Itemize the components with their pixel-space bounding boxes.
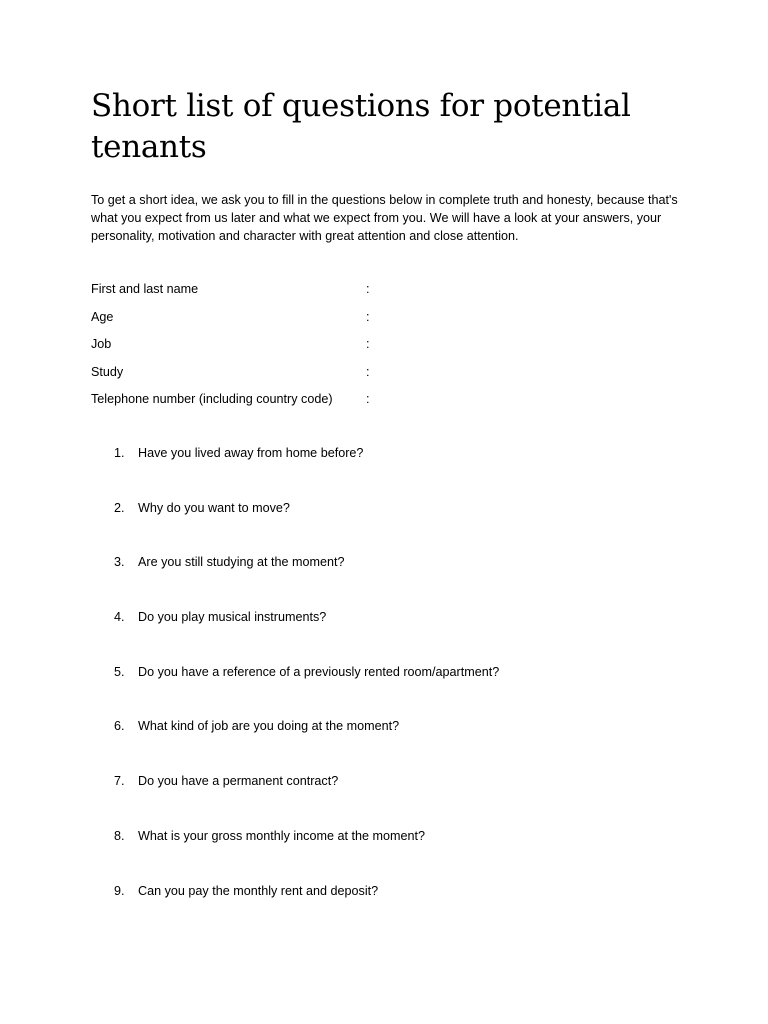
question-item bbox=[91, 608, 651, 663]
question-item bbox=[91, 772, 651, 827]
question-number: 7. bbox=[114, 774, 125, 789]
field-colon: : bbox=[366, 282, 370, 296]
field-label-telephone: Telephone number (including country code) bbox=[91, 392, 333, 406]
field-colon: : bbox=[366, 364, 370, 379]
field-row-telephone bbox=[91, 390, 511, 418]
question-text: Have you lived away from home before? bbox=[138, 446, 364, 460]
question-number: 2. bbox=[114, 500, 125, 515]
question-text: Do you have a reference of a previously rented room/apartment? bbox=[138, 664, 500, 679]
personal-details-section bbox=[91, 280, 511, 418]
field-row-name bbox=[91, 280, 511, 308]
questions-list bbox=[91, 444, 651, 936]
question-number: 1. bbox=[114, 446, 125, 460]
intro-paragraph: To get a short idea, we ask you to fill in the questions below in complete truth and honesty, because that's what you expect from us later and what we expect from you. We will have a look at your answers, your personality, motivation and character with great attention and close attention. bbox=[91, 193, 678, 243]
field-row-age bbox=[91, 308, 511, 336]
question-number: 8. bbox=[114, 828, 125, 843]
question-item bbox=[91, 717, 651, 772]
question-number: 5. bbox=[114, 664, 125, 679]
field-colon: : bbox=[366, 309, 370, 324]
field-colon: : bbox=[366, 337, 370, 351]
question-text: Are you still studying at the moment? bbox=[138, 555, 345, 570]
question-item bbox=[91, 444, 651, 499]
question-item bbox=[91, 882, 651, 937]
question-text: Do you have a permanent contract? bbox=[138, 774, 339, 789]
field-label-job: Job bbox=[91, 337, 112, 351]
question-number: 4. bbox=[114, 610, 125, 625]
field-row-job bbox=[91, 335, 511, 363]
field-row-study bbox=[91, 363, 511, 391]
field-label-study: Study bbox=[91, 364, 124, 379]
field-colon: : bbox=[366, 392, 370, 406]
question-item bbox=[91, 499, 651, 554]
question-number: 9. bbox=[114, 883, 125, 898]
question-number: 6. bbox=[114, 719, 125, 734]
question-item bbox=[91, 553, 651, 608]
question-item bbox=[91, 827, 651, 882]
question-number: 3. bbox=[114, 555, 125, 570]
page-title: Short list of questions for potential tenants bbox=[91, 88, 631, 165]
field-label-age: Age bbox=[91, 309, 114, 324]
question-text: Do you play musical instruments? bbox=[138, 610, 327, 625]
question-text: Why do you want to move? bbox=[138, 500, 290, 515]
question-text: Can you pay the monthly rent and deposit? bbox=[138, 883, 379, 898]
question-text: What is your gross monthly income at the moment? bbox=[138, 828, 425, 843]
field-label-name: First and last name bbox=[91, 282, 199, 296]
question-text: What kind of job are you doing at the moment? bbox=[138, 719, 400, 734]
question-item bbox=[91, 663, 651, 718]
